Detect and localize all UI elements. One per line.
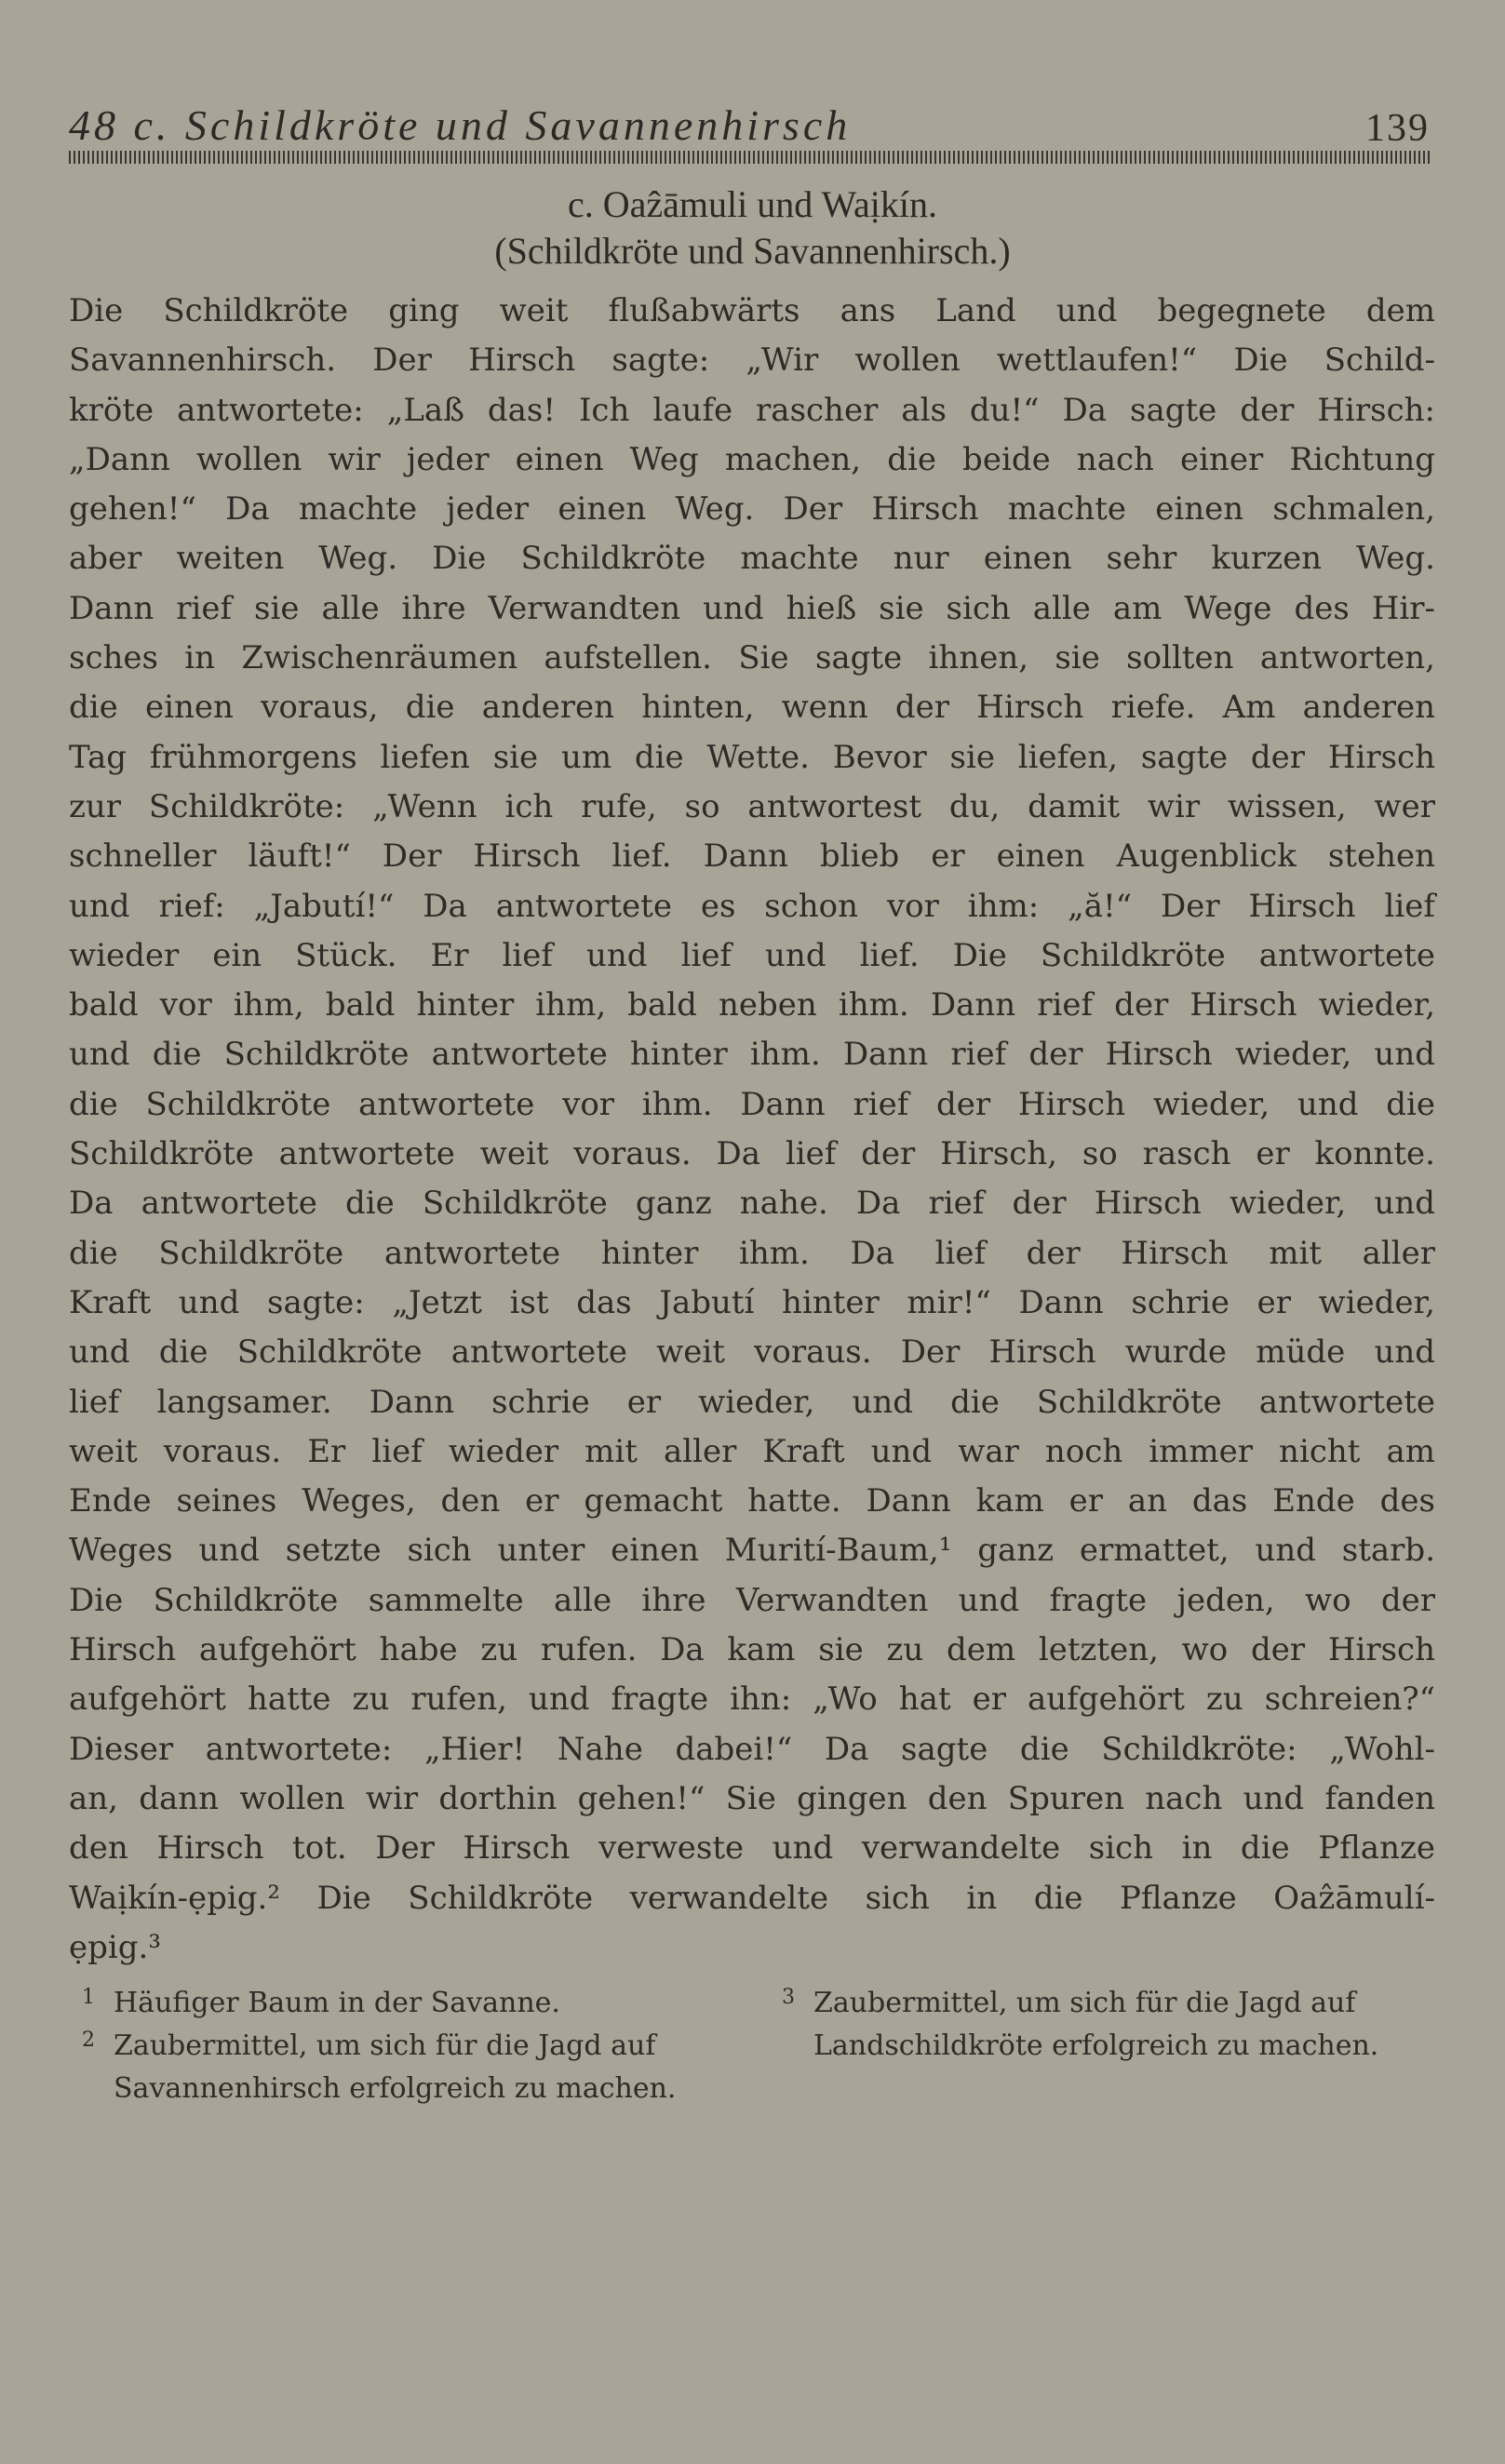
footnote-marker: 3 xyxy=(782,1986,795,2009)
footnote-text: Häufiger Baum in der Savanne. xyxy=(114,1987,560,2019)
text-line: an, dann wollen wir dorthin gehen!“ Sie gingen den Spuren nach und fanden xyxy=(69,1779,1435,1817)
text-line: und rief: „Jabutí!“ Da antwortete es schon vor ihm: „ă!“ Der Hirsch lief xyxy=(69,887,1435,925)
text-line: wieder ein Stück. Er lief und lief und lief. Die Schildkröte antwortete xyxy=(69,936,1435,974)
text-line: Weges und setzte sich unter einen Murití-Baum,¹ ganz ermattet, und starb. xyxy=(69,1532,1435,1570)
footnote-2 xyxy=(82,2025,752,2110)
text-line: ẹpig.³ xyxy=(69,1928,161,1966)
text-line: die Schildkröte antwortete vor ihm. Dann rief der Hirsch wieder, und die xyxy=(69,1085,1435,1123)
footnote-text: Zaubermittel, um sich für die Jagd auf Savannenhirsch erfolgreich zu machen. xyxy=(114,2029,677,2105)
text-line: und die Schildkröte antwortete weit voraus. Der Hirsch wurde müde und xyxy=(69,1333,1435,1372)
footnote-marker: 1 xyxy=(82,1986,95,2009)
text-line: „Dann wollen wir jeder einen Weg machen, die beide nach einer Richtung xyxy=(69,440,1435,478)
text-line: gehen!“ Da machte jeder einen Weg. Der Hirsch machte einen schmalen, xyxy=(69,490,1435,529)
text-line: Dieser antwortete: „Hier! Nahe dabei!“ Da sagte die Schildkröte: „Wohl- xyxy=(69,1730,1435,1768)
footnote-column-right xyxy=(782,1982,1452,2068)
footnote-marker: 2 xyxy=(82,2029,95,2052)
page-number: 139 xyxy=(1365,107,1430,150)
text-line: Waịkín-ẹpig.² Die Schildkröte verwandelte sich in die Pflanze Oaẑāmulí- xyxy=(69,1879,1435,1917)
text-line: den Hirsch tot. Der Hirsch verweste und verwandelte sich in die Pflanze xyxy=(69,1829,1435,1868)
text-line: Dann rief sie alle ihre Verwandten und hieß sie sich alle am Wege des Hir- xyxy=(69,589,1435,627)
footnote-1 xyxy=(82,1982,752,2025)
body-text xyxy=(69,287,1435,1973)
text-line: schneller läuft!“ Der Hirsch lief. Dann blieb er einen Augenblick stehen xyxy=(69,837,1435,876)
footnote-text: Zaubermittel, um sich für die Jagd auf Landschildkröte erfolgreich zu machen. xyxy=(813,1987,1379,2062)
header-rule xyxy=(69,151,1430,164)
text-line: aber weiten Weg. Die Schildkröte machte nur einen sehr kurzen Weg. xyxy=(69,540,1435,578)
text-line: Die Schildkröte ging weit flußabwärts ans Land und begegnete dem xyxy=(69,292,1435,329)
text-line: weit voraus. Er lief wieder mit aller Kraft und war noch immer nicht am xyxy=(69,1432,1435,1470)
text-line: kröte antwortete: „Laß das! Ich laufe rascher als du!“ Da sagte der Hirsch: xyxy=(69,391,1435,429)
text-line: lief langsamer. Dann schrie er wieder, und die Schildkröte antwortete xyxy=(69,1383,1435,1421)
text-line: Savannenhirsch. Der Hirsch sagte: „Wir wollen wettlaufen!“ Die Schild- xyxy=(69,341,1435,380)
text-line: und die Schildkröte antwortete hinter ihm. Dann rief der Hirsch wieder, und xyxy=(69,1036,1435,1074)
running-title: 48 c. Schildkröte und Savannenhirsch xyxy=(69,101,852,149)
text-line: Hirsch aufgehört habe zu rufen. Da kam sie zu dem letzten, wo der Hirsch xyxy=(69,1631,1435,1669)
footnote-column-left xyxy=(82,1982,752,2110)
text-line: Schildkröte antwortete weit voraus. Da lief der Hirsch, so rasch er konnte. xyxy=(69,1135,1435,1173)
running-header xyxy=(69,93,1430,158)
text-line: bald vor ihm, bald hinter ihm, bald neben ihm. Dann rief der Hirsch wieder, xyxy=(69,986,1435,1024)
text-line: Die Schildkröte sammelte alle ihre Verwandten und fragte jeden, wo der xyxy=(69,1581,1435,1619)
text-line: zur Schildkröte: „Wenn ich rufe, so antwortest du, damit wir wissen, wer xyxy=(69,787,1435,825)
text-line: aufgehört hatte zu rufen, und fragte ihn: „Wo hat er aufgehört zu schreien?“ xyxy=(69,1681,1435,1719)
footnote-3 xyxy=(782,1982,1452,2068)
text-line: Kraft und sagte: „Jetzt ist das Jabutí hinter mir!“ Dann schrie er wieder, xyxy=(69,1283,1435,1321)
text-line: Da antwortete die Schildkröte ganz nahe. Da rief der Hirsch wieder, und xyxy=(69,1185,1435,1223)
story-title: c. Oaẑāmuli und Waịkín. xyxy=(567,183,938,225)
text-line: die Schildkröte antwortete hinter ihm. Da lief der Hirsch mit aller xyxy=(69,1234,1435,1272)
text-line: Ende seines Weges, den er gemacht hatte. Dann kam er an das Ende des xyxy=(69,1482,1435,1520)
text-line: die einen voraus, die anderen hinten, wenn der Hirsch riefe. Am anderen xyxy=(69,689,1435,727)
story-subtitle: (Schildkröte und Savannenhirsch.) xyxy=(494,230,1011,272)
text-line: Tag frühmorgens liefen sie um die Wette. Bevor sie liefen, sagte der Hirsch xyxy=(69,738,1435,776)
text-line: sches in Zwischenräumen aufstellen. Sie sagte ihnen, sie sollten antworten, xyxy=(69,639,1435,677)
